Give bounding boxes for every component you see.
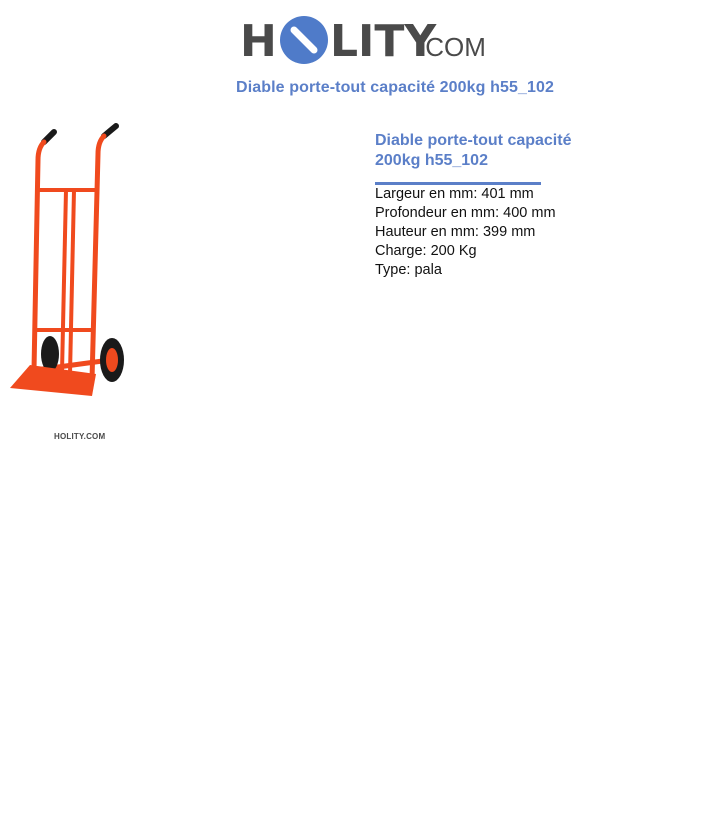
svg-text:.COM: .COM <box>418 32 486 62</box>
product-heading-line-2: 200kg h55_102 <box>375 152 488 169</box>
svg-text:LITY: LITY <box>330 16 437 67</box>
spec-height: Hauteur en mm: 399 mm <box>375 224 536 240</box>
holity-logo-mark <box>238 12 488 68</box>
image-watermark: HOLITY.COM <box>54 432 106 441</box>
product-image <box>0 120 160 455</box>
holity-logo[interactable] <box>238 12 488 68</box>
spec-type: Type: pala <box>375 262 442 278</box>
product-heading-line-1: Diable porte-tout capacité <box>375 132 572 149</box>
spec-depth: Profondeur en mm: 400 mm <box>375 205 556 221</box>
spec-load: Charge: 200 Kg <box>375 243 477 259</box>
svg-text:H: H <box>240 16 277 67</box>
product-heading <box>375 131 605 171</box>
page-title: Diable porte-tout capacité 200kg h55_102 <box>236 79 554 96</box>
spec-list <box>375 185 556 280</box>
spec-width: Largeur en mm: 401 mm <box>375 186 534 202</box>
